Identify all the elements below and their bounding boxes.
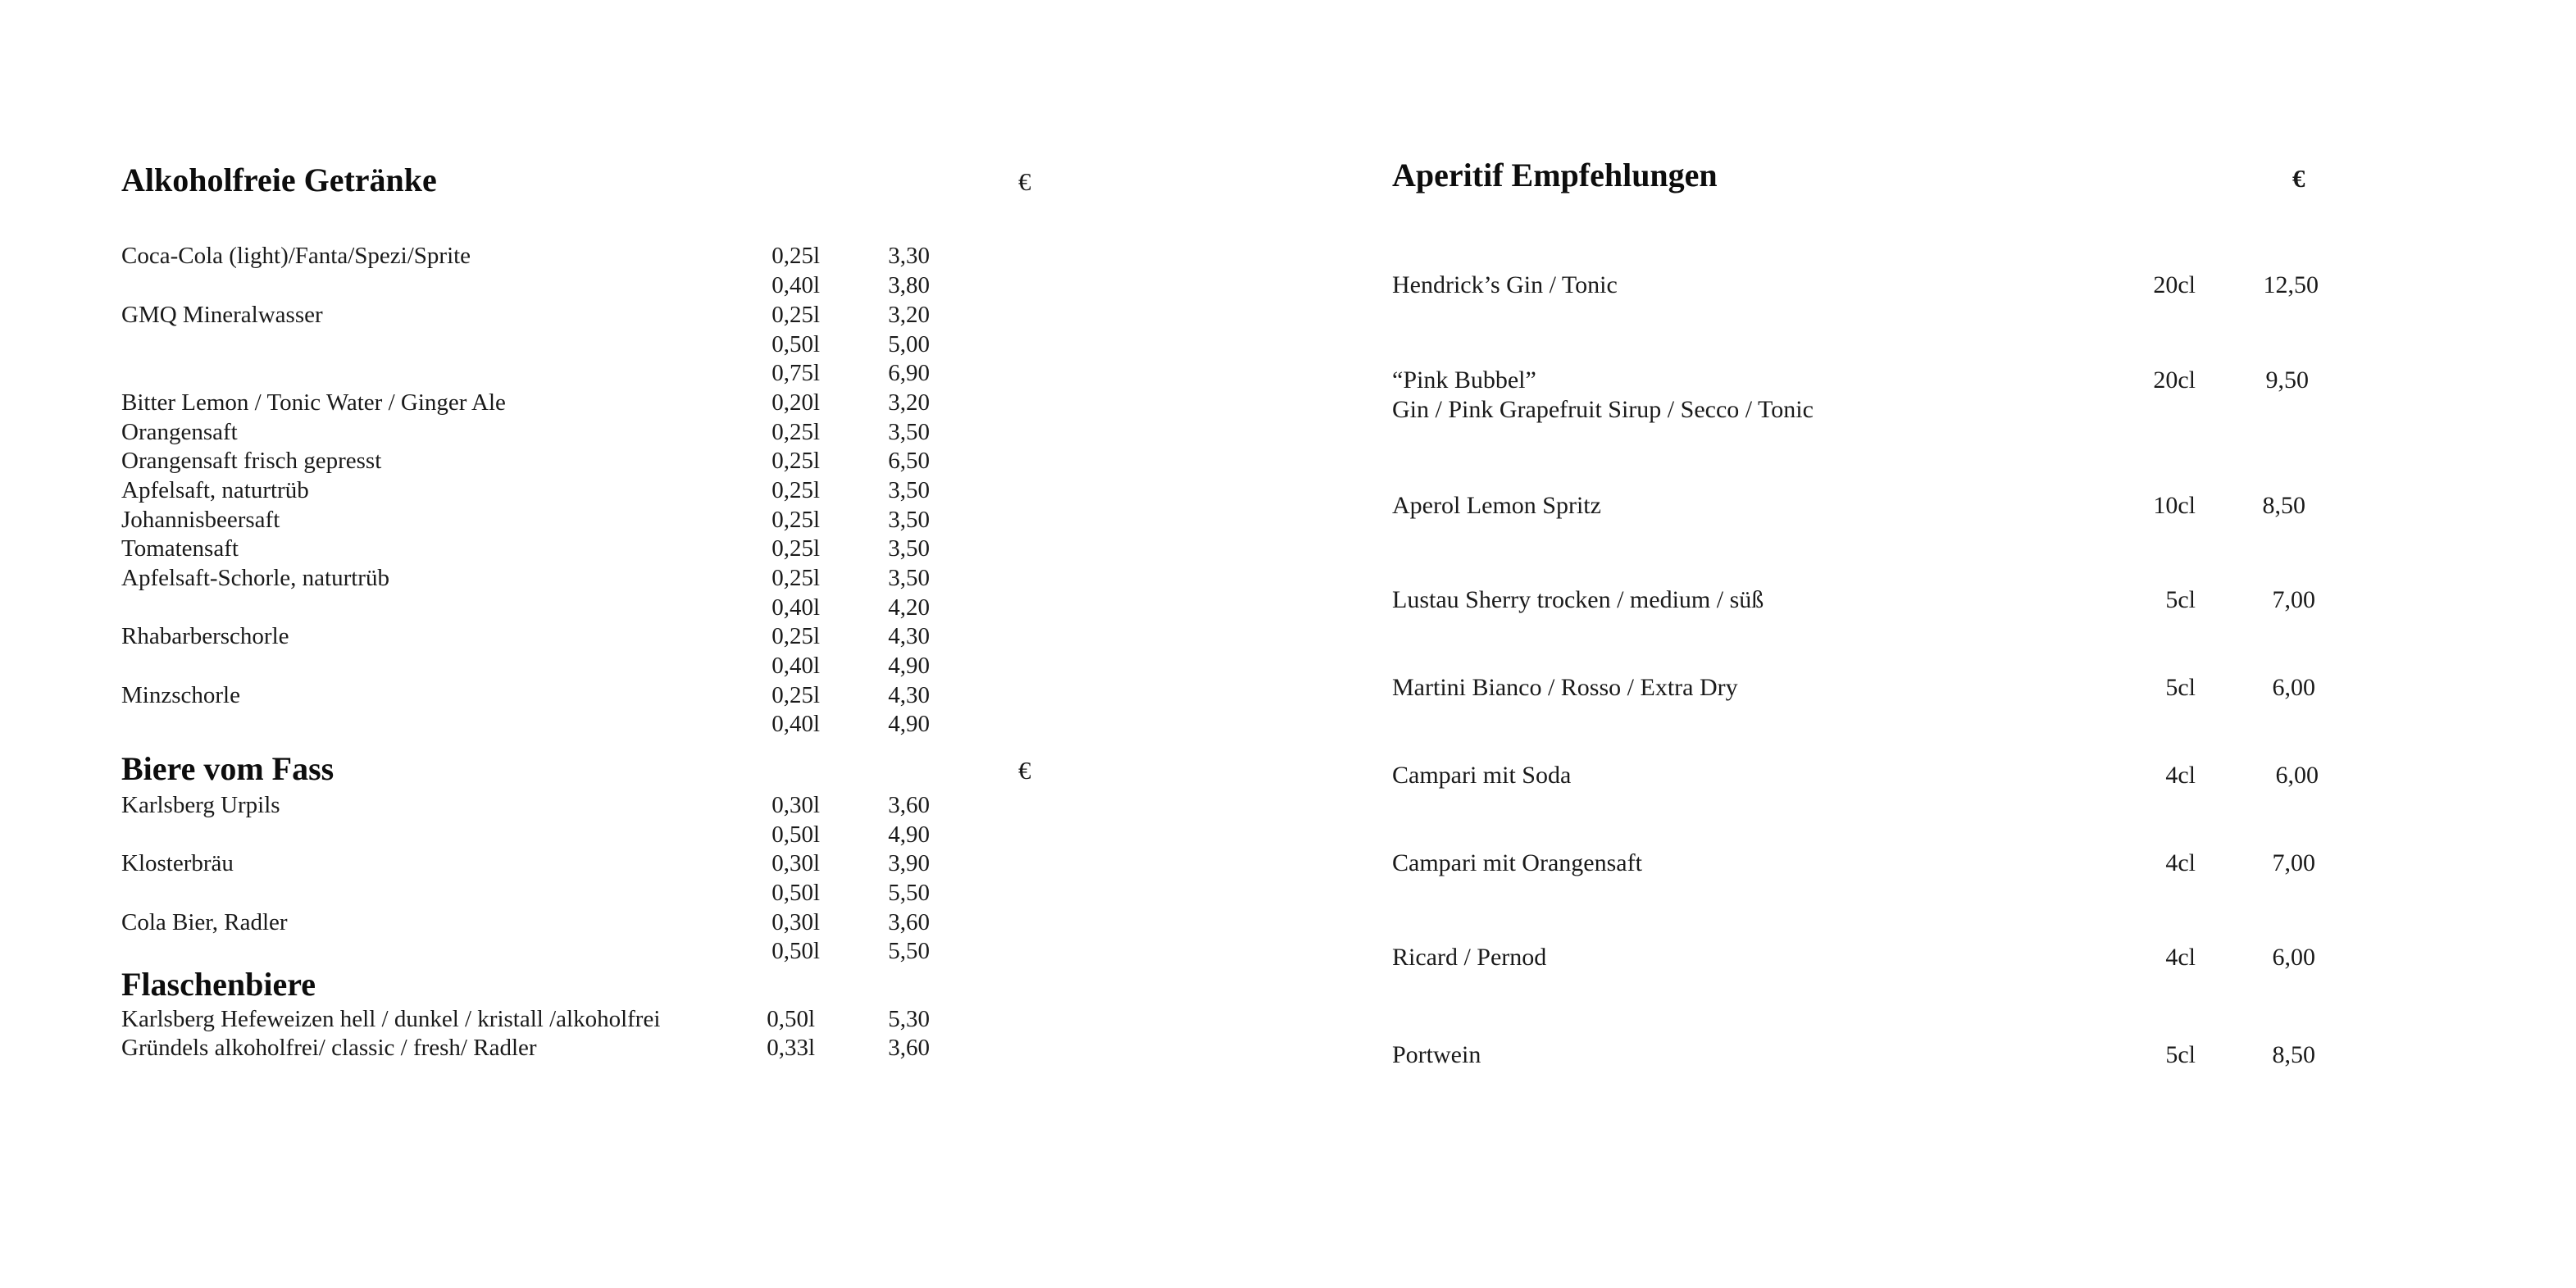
menu-row <box>1392 584 2343 617</box>
item-price: 8,50 <box>2262 492 2305 519</box>
item-size: 0,25l <box>771 243 820 269</box>
item-size: 0,25l <box>771 302 820 328</box>
item-size: 0,25l <box>771 448 820 474</box>
item-price: 5,50 <box>888 938 930 964</box>
item-name: Martini Bianco / Rosso / Extra Dry <box>1392 674 1738 701</box>
item-price: 5,00 <box>888 331 930 357</box>
right-menu-column <box>1392 0 2343 1288</box>
item-size: 4cl <box>2165 849 2196 876</box>
item-size: 0,30l <box>771 909 820 935</box>
menu-row <box>121 1004 1056 1034</box>
item-size: 20cl <box>2153 271 2196 298</box>
menu-row <box>121 476 1056 505</box>
item-size: 0,25l <box>771 682 820 708</box>
item-size: 4cl <box>2165 762 2196 789</box>
menu-row <box>121 709 1056 739</box>
item-size: 0,40l <box>771 272 820 298</box>
item-name: Campari mit Soda <box>1392 762 1572 789</box>
menu-row <box>121 300 1056 330</box>
menu-row <box>1392 847 2343 880</box>
item-size: 0,50l <box>771 821 820 848</box>
item-price: 3,90 <box>888 850 930 876</box>
item-name: “Pink Bubbel” <box>1392 366 1536 394</box>
item-size: 0,20l <box>771 389 820 416</box>
item-size: 0,25l <box>771 623 820 649</box>
menu-row <box>121 563 1056 593</box>
item-price: 3,50 <box>888 419 930 445</box>
item-price: 9,50 <box>2265 366 2309 394</box>
menu-row <box>121 593 1056 622</box>
item-name: Klosterbräu <box>121 850 234 876</box>
item-price: 12,50 <box>2263 271 2319 298</box>
item-name: GMQ Mineralwasser <box>121 302 323 328</box>
item-price: 3,20 <box>888 389 930 416</box>
item-price: 3,60 <box>888 1035 930 1061</box>
item-price: 6,50 <box>888 448 930 474</box>
item-name: Coca-Cola (light)/Fanta/Spezi/Sprite <box>121 243 471 269</box>
menu-row <box>121 849 1056 878</box>
item-size: 0,75l <box>771 360 820 386</box>
menu-row <box>121 358 1056 388</box>
menu-row <box>121 621 1056 651</box>
item-price: 8,50 <box>2272 1041 2315 1068</box>
section-title-flaschenbiere: Flaschenbiere <box>121 966 316 1003</box>
item-price: 4,20 <box>888 594 930 621</box>
menu-row <box>121 534 1056 563</box>
menu-row <box>121 680 1056 710</box>
menu-row <box>1392 489 2343 522</box>
item-price: 3,20 <box>888 302 930 328</box>
menu-row <box>121 790 1056 820</box>
menu-row <box>121 330 1056 359</box>
item-size: 0,30l <box>771 792 820 818</box>
section-title-alkoholfreie: Alkoholfreie Getränke <box>121 162 437 198</box>
item-name: Lustau Sherry trocken / medium / süß <box>1392 586 1764 613</box>
item-price: 6,00 <box>2275 762 2319 789</box>
menu-row <box>1392 269 2343 302</box>
item-price: 5,50 <box>888 880 930 906</box>
item-price: 4,90 <box>888 653 930 679</box>
menu-row <box>1392 941 2343 974</box>
item-price: 3,30 <box>888 243 930 269</box>
item-size: 0,50l <box>771 880 820 906</box>
section-title-biere-vom-fass: Biere vom Fass <box>121 750 335 787</box>
item-size: 5cl <box>2165 586 2196 613</box>
item-size: 0,25l <box>771 507 820 533</box>
item-price: 3,50 <box>888 565 930 591</box>
item-size: 0,25l <box>771 419 820 445</box>
currency-label: € <box>1018 756 1031 785</box>
item-size: 0,50l <box>771 331 820 357</box>
item-size: 0,25l <box>771 477 820 503</box>
menu-row <box>1392 1039 2343 1072</box>
item-name: Orangensaft frisch gepresst <box>121 448 382 474</box>
menu-row <box>1392 364 2343 397</box>
item-name: Hendrick’s Gin / Tonic <box>1392 271 1618 298</box>
item-price: 6,00 <box>2272 674 2315 701</box>
menu-row <box>121 446 1056 476</box>
item-name: Minzschorle <box>121 682 240 708</box>
item-price: 6,90 <box>888 360 930 386</box>
item-size: 10cl <box>2153 492 2196 519</box>
item-name: Apfelsaft, naturtrüb <box>121 477 309 503</box>
menu-row <box>121 936 1056 966</box>
left-menu-column <box>121 0 1056 1288</box>
item-price: 7,00 <box>2272 586 2315 613</box>
currency-label: € <box>1018 167 1031 196</box>
menu-row <box>121 820 1056 849</box>
item-name: Aperol Lemon Spritz <box>1392 492 1601 519</box>
item-name: Orangensaft <box>121 419 238 445</box>
item-size: 4cl <box>2165 944 2196 971</box>
item-size: 0,33l <box>767 1035 815 1061</box>
item-size: 0,30l <box>771 850 820 876</box>
menu-row <box>121 908 1056 937</box>
item-price: 3,50 <box>888 535 930 562</box>
item-size: 0,40l <box>771 594 820 621</box>
item-price: 3,50 <box>888 507 930 533</box>
item-size: 0,40l <box>771 653 820 679</box>
menu-row <box>121 388 1056 417</box>
item-name: Cola Bier, Radler <box>121 909 288 935</box>
menu-row <box>121 417 1056 447</box>
menu-row <box>121 505 1056 535</box>
item-size: 5cl <box>2165 1041 2196 1068</box>
item-name: Johannisbeersaft <box>121 507 280 533</box>
item-size: 0,25l <box>771 535 820 562</box>
item-price: 4,90 <box>888 711 930 737</box>
item-name: Tomatensaft <box>121 535 239 562</box>
item-price: 3,60 <box>888 792 930 818</box>
menu-row <box>121 1033 1056 1063</box>
item-price: 3,80 <box>888 272 930 298</box>
currency-label: € <box>2292 164 2305 193</box>
menu-row <box>121 878 1056 908</box>
item-price: 3,60 <box>888 909 930 935</box>
menu-row <box>121 241 1056 271</box>
item-name: Portwein <box>1392 1041 1481 1068</box>
menu-row <box>121 651 1056 680</box>
menu-row <box>1392 671 2343 704</box>
item-price: 7,00 <box>2272 849 2315 876</box>
item-name: Karlsberg Urpils <box>121 792 280 818</box>
item-price: 4,90 <box>888 821 930 848</box>
item-size: 0,50l <box>771 938 820 964</box>
menu-row <box>121 271 1056 300</box>
item-name: Bitter Lemon / Tonic Water / Ginger Ale <box>121 389 506 416</box>
item-name: Rhabarberschorle <box>121 623 289 649</box>
item-price: 4,30 <box>888 623 930 649</box>
item-price: 4,30 <box>888 682 930 708</box>
item-price: 5,30 <box>888 1006 930 1032</box>
item-name: Apfelsaft-Schorle, naturtrüb <box>121 565 389 591</box>
section-title-aperitif: Aperitif Empfehlungen <box>1392 157 1718 193</box>
menu-row <box>1392 759 2343 792</box>
item-size: 0,25l <box>771 565 820 591</box>
item-description: Gin / Pink Grapefruit Sirup / Secco / Tonic <box>1392 396 1814 423</box>
item-price: 3,50 <box>888 477 930 503</box>
item-name: Ricard / Pernod <box>1392 944 1547 971</box>
item-name: Campari mit Orangensaft <box>1392 849 1642 876</box>
item-size: 0,50l <box>767 1006 815 1032</box>
item-size: 5cl <box>2165 674 2196 701</box>
item-price: 6,00 <box>2272 944 2315 971</box>
item-size: 20cl <box>2153 366 2196 394</box>
item-size: 0,40l <box>771 711 820 737</box>
item-name: Karlsberg Hefeweizen hell / dunkel / kristall /alkoholfrei <box>121 1006 661 1032</box>
item-name: Gründels alkoholfrei/ classic / fresh/ Radler <box>121 1035 537 1061</box>
